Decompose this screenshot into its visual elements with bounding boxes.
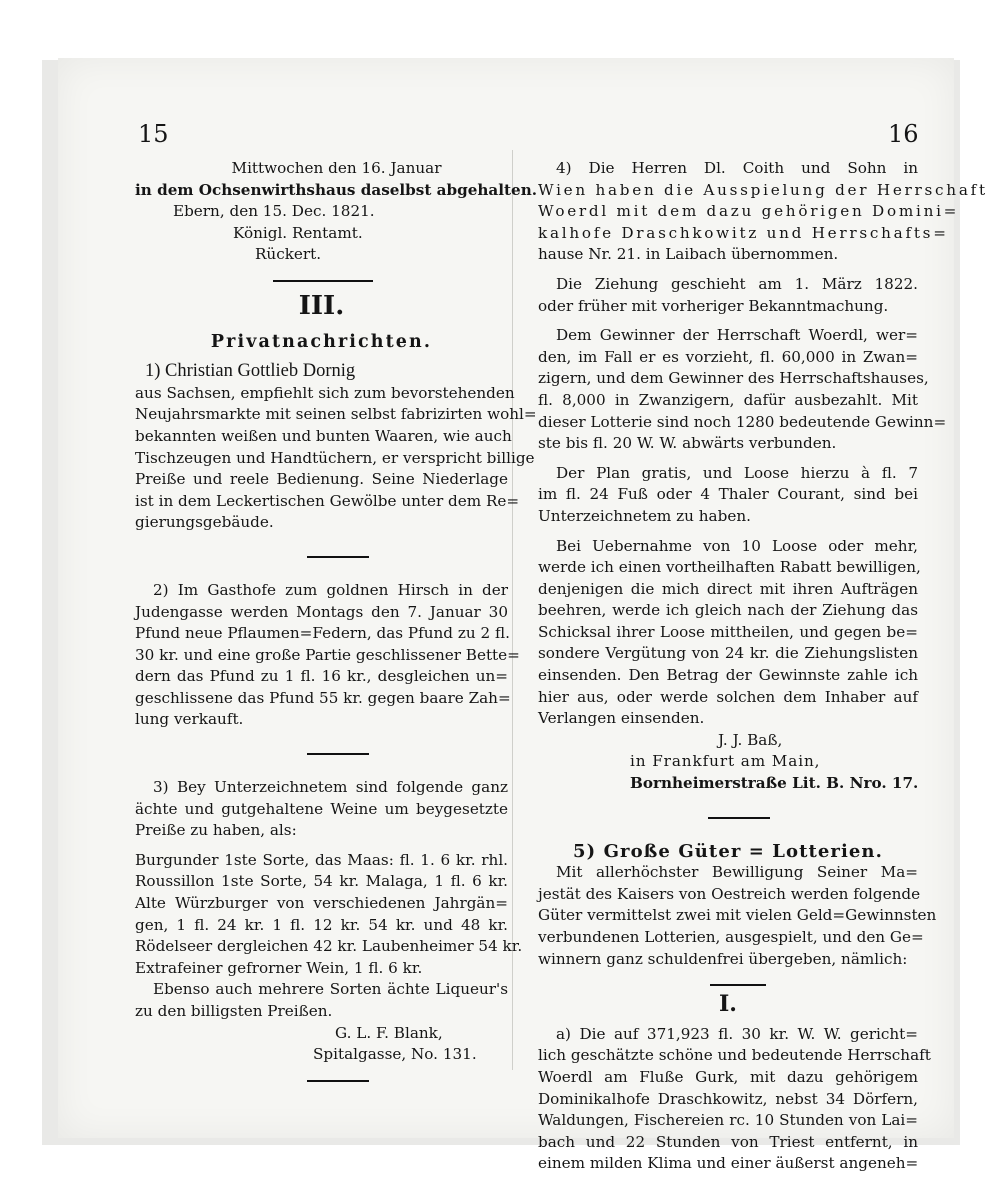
notice2-line: Pfund neue Pflaumen=Federn, das Pfund zu 2 fl.	[135, 624, 510, 643]
rebate-line: Schicksal ihrer Loose mittheilen, und gegen be=	[538, 622, 918, 641]
notice5-line: Mit allerhöchster Bewilligung Seiner Ma=	[556, 863, 918, 882]
notice4-address: Bornheimerstraße Lit. B. Nro. 17.	[630, 774, 919, 793]
rebate-line: beehren, werde ich gleich nach der Ziehung das	[538, 601, 918, 620]
top-notice-place-date: Ebern, den 15. Dec. 1821.	[173, 202, 375, 221]
wine-line: Rödelseer dergleichen 42 kr. Laubenheimer 54 kr.	[135, 937, 523, 956]
liqueur-line: zu den billigsten Preißen.	[135, 1002, 333, 1020]
left-column	[135, 158, 538, 1082]
notice3-line: ächte und gutgehaltene Weine um beygesetzte	[135, 799, 508, 818]
plan-line: Der Plan gratis, und Loose hierzu à fl. 7	[556, 463, 918, 482]
notice3-line: Preiße zu haben, als:	[135, 821, 297, 840]
wine-line: gen, 1 fl. 24 kr. 1 fl. 12 kr. 54 kr. und 48 kr.	[135, 915, 508, 934]
column-divider	[512, 150, 513, 1070]
notice1-line: Neujahrsmarkte mit seinen selbst fabrizirten wohl=	[135, 405, 537, 424]
notice3-signer: G. L. F. Blank,	[335, 1023, 443, 1042]
notice4-city: in Frankfurt am Main,	[630, 752, 821, 771]
notice2-line: 30 kr. und eine große Partie geschlissener Bette=	[135, 645, 520, 664]
notice4-line: Wien haben die Ausspielung der Herrschaft	[538, 180, 988, 199]
rebate-line: Verlangen einsenden.	[538, 709, 705, 728]
right-column	[538, 158, 988, 1175]
notice4-line: kalhofe Draschkowitz und Herrschafts=	[538, 223, 949, 242]
wine-line: Roussillon 1ste Sorte, 54 kr. Malaga, 1 fl. 6 kr.	[135, 872, 508, 891]
notice1-lead: 1) Christian Gottlieb Dornig	[145, 361, 356, 382]
draw-line: Die Ziehung geschieht am 1. März 1822.	[556, 274, 918, 293]
prize-line: fl. 8,000 in Zwanzigern, dafür ausbezahlt. Mit	[538, 390, 918, 409]
notice5-title: 5) Große Güter = Lotterien.	[573, 840, 883, 862]
wine-line: Alte Würzburger von verschiedenen Jahrgän=	[135, 894, 508, 913]
item-a-line: lich geschätzte schöne und bedeutende Herrschaft	[538, 1046, 931, 1065]
top-notice-line: in dem Ochsenwirthshaus daselbst abgehalten.	[135, 180, 538, 199]
rebate-line: einsenden. Den Betrag der Gewinnste zahle ich	[538, 666, 918, 685]
prize-line: den, im Fall er es vorzieht, fl. 60,000 in Zwan=	[538, 347, 918, 366]
rebate-line: denjenigen die mich direct mit ihren Aufträgen	[538, 579, 918, 598]
rebate-line: werde ich einen vortheilhaften Rabatt bewilligen,	[538, 558, 921, 577]
divider-rule	[307, 1080, 369, 1082]
notice2-line: geschlissene das Pfund 55 kr. gegen baare Zah=	[135, 688, 511, 707]
left-page-number: 15	[138, 120, 169, 148]
notice4-signer: J. J. Baß,	[718, 730, 783, 749]
notice3-line: 3) Bey Unterzeichnetem sind folgende ganz	[153, 778, 508, 797]
notice1-line: bekannten weißen und bunten Waaren, wie auch	[135, 426, 512, 445]
notice4-line: 4) Die Herren Dl. Coith und Sohn in	[556, 159, 918, 177]
notice5-line: jestät des Kaisers von Oestreich werden folgende	[538, 884, 921, 903]
liqueur-line: Ebenso auch mehrere Sorten ächte Liqueur's	[153, 980, 508, 999]
notice3-address: Spitalgasse, No. 131.	[313, 1045, 477, 1064]
section-number: III.	[298, 290, 345, 321]
notice2-line: 2) Im Gasthofe zum goldnen Hirsch in der	[153, 580, 508, 599]
right-page-number: 16	[888, 120, 919, 148]
notice5-line: verbundenen Lotterien, ausgespielt, und den Ge=	[538, 928, 924, 946]
notice4-line: hause Nr. 21. in Laibach übernommen.	[538, 245, 839, 264]
notice1-line: aus Sachsen, empfiehlt sich zum bevorstehenden	[135, 383, 515, 402]
notice2-line: Judengasse werden Montags den 7. Januar 30	[135, 602, 508, 621]
notice1-line: gierungsgebäude.	[135, 513, 274, 532]
subsection-number: I.	[719, 991, 737, 1018]
plan-line: Unterzeichnetem zu haben.	[538, 506, 751, 525]
notice2-line: dern das Pfund zu 1 fl. 16 kr., desgleichen un=	[135, 667, 508, 686]
section-title: Privatnachrichten.	[210, 331, 433, 352]
draw-line: oder früher mit vorheriger Bekanntmachung.	[538, 296, 889, 315]
rebate-line: hier aus, oder werde solchen dem Inhaber auf	[538, 687, 918, 706]
item-a-line: Dominikalhofe Draschkowitz, nebst 34 Dörfern,	[538, 1089, 918, 1108]
item-a-line: bach und 22 Stunden von Triest entfernt, in	[538, 1132, 918, 1151]
notice5-line: winnern ganz schuldenfrei übergeben, nämlich:	[538, 949, 908, 968]
wine-line: Extrafeiner gefrorner Wein, 1 fl. 6 kr.	[135, 958, 423, 977]
top-notice-line: Mittwochen den 16. Januar	[231, 159, 442, 177]
notice1-line: Preiße und reele Bedienung. Seine Niederlage	[135, 470, 508, 489]
item-a-line: einem milden Klima und einer äußerst angeneh=	[538, 1154, 919, 1173]
rebate-line: Bei Uebernahme von 10 Loose oder mehr,	[556, 536, 918, 555]
item-a-line: a) Die auf 371,923 fl. 30 kr. W. W. gericht=	[556, 1024, 918, 1043]
plan-line: im fl. 24 Fuß oder 4 Thaler Courant, sind bei	[538, 485, 918, 504]
notice1-line: ist in dem Leckertischen Gewölbe unter dem Re=	[135, 491, 520, 510]
prize-line: dieser Lotterie sind noch 1280 bedeutende Gewinn=	[538, 412, 947, 431]
item-a-line: Woerdl am Fluße Gurk, mit dazu gehörigem	[538, 1067, 918, 1086]
notice1-line: Tischzeugen und Handtüchern, er verspricht billige	[135, 448, 535, 467]
prize-line: Dem Gewinner der Herrschaft Woerdl, wer=	[556, 326, 918, 345]
wine-line: Burgunder 1ste Sorte, das Maas: fl. 1. 6 kr. rhl.	[135, 850, 508, 869]
top-notice-signature: Rückert.	[255, 245, 322, 264]
prize-line: zigern, und dem Gewinner des Herrschaftshauses,	[538, 369, 929, 388]
rebate-line: sondere Vergütung von 24 kr. die Ziehungslisten	[538, 644, 918, 663]
notice2-line: lung verkauft.	[135, 710, 244, 729]
notice4-line: Woerdl mit dem dazu gehörigen Domini=	[538, 202, 960, 221]
prize-line: ste bis fl. 20 W. W. abwärts verbunden.	[538, 434, 837, 453]
top-notice-office: Königl. Rentamt.	[233, 223, 363, 242]
notice5-line: Güter vermittelst zwei mit vielen Geld=Gewinnsten	[538, 906, 937, 925]
item-a-line: Waldungen, Fischereien rc. 10 Stunden von Lai=	[538, 1111, 918, 1130]
